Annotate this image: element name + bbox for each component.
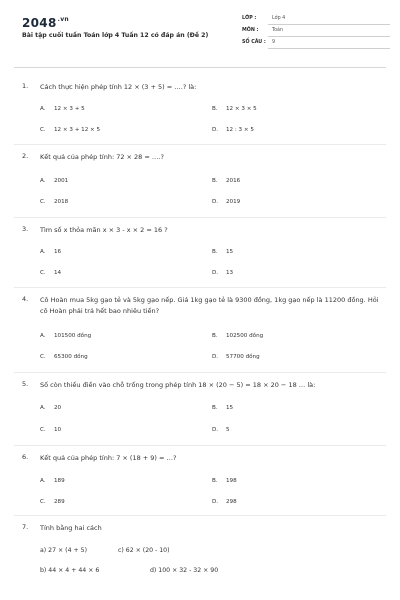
option-b[interactable] — [212, 178, 240, 184]
option-letter: D. — [212, 499, 219, 505]
option-b[interactable] — [212, 478, 237, 484]
option-letter: D. — [212, 199, 219, 205]
option-d[interactable] — [212, 499, 237, 505]
option-b[interactable] — [212, 249, 233, 255]
question-number: 7. — [22, 523, 29, 531]
option-letter: B. — [212, 478, 218, 484]
meta-key: SỐ CÂU : — [242, 40, 266, 45]
meta-key: MÔN : — [242, 28, 259, 33]
option-letter: A. — [40, 249, 46, 255]
option-text: 20 — [54, 405, 62, 411]
option-a[interactable] — [40, 405, 61, 411]
option-text: 2019 — [226, 199, 241, 205]
question-text: Cách thực hiện phép tính 12 × (3 + 5) = ….? là: — [40, 83, 197, 91]
meta-row-subject — [242, 26, 392, 38]
question-text: Số còn thiếu điền vào chỗ trống trong phép tính 18 × (20 − 5) = 18 × 20 − 18 … là: — [40, 381, 316, 389]
option-letter: B. — [212, 405, 218, 411]
worksheet-meta — [242, 14, 392, 50]
meta-underline — [268, 48, 390, 49]
option-letter: A. — [40, 405, 46, 411]
worksheet-header — [14, 12, 386, 62]
option-text: 13 — [226, 270, 234, 276]
meta-value: Toán — [272, 28, 284, 33]
question-number: 3. — [22, 225, 29, 233]
meta-value: Lớp 4 — [272, 16, 286, 21]
question-text: Tìm số x thỏa mãn x × 3 - x × 2 = 16 ? — [40, 226, 168, 234]
option-text: 57700 đồng — [226, 354, 260, 360]
question-number: 5. — [22, 380, 29, 388]
option-c[interactable] — [40, 127, 100, 133]
option-text: 2001 — [54, 178, 69, 184]
subitem-a: a) 27 × (4 + 5) — [40, 547, 87, 554]
subitem-b: b) 44 × 4 + 44 × 6 — [40, 567, 100, 574]
question-divider — [14, 144, 386, 145]
option-b[interactable] — [212, 333, 263, 339]
question-number: 6. — [22, 453, 29, 461]
option-letter: C. — [40, 270, 46, 276]
option-letter: C. — [40, 127, 46, 133]
option-c[interactable] — [40, 499, 65, 505]
meta-value: 9 — [272, 40, 276, 45]
meta-key: LỚP : — [242, 16, 257, 21]
option-letter: B. — [212, 249, 218, 255]
question-number: 2. — [22, 152, 29, 160]
option-text: 65300 đồng — [54, 354, 88, 360]
option-text: 5 — [226, 427, 230, 433]
meta-row-count — [242, 38, 392, 50]
meta-row-class — [242, 14, 392, 26]
option-d[interactable] — [212, 199, 240, 205]
meta-underline — [268, 24, 390, 25]
option-letter: D. — [212, 427, 219, 433]
logo-domain: .vn — [57, 16, 69, 23]
question-text: Kết quả của phép tính: 7 × (18 + 9) = …? — [40, 454, 177, 462]
option-text: 2016 — [226, 178, 241, 184]
option-letter: B. — [212, 333, 218, 339]
option-text: 101500 đồng — [54, 333, 92, 339]
option-text: 12 × 3 + 5 — [54, 106, 85, 112]
option-text: 289 — [54, 499, 65, 505]
option-a[interactable] — [40, 106, 85, 112]
question-divider — [14, 445, 386, 446]
option-letter: C. — [40, 199, 46, 205]
option-a[interactable] — [40, 333, 91, 339]
option-text: 12 : 3 × 5 — [226, 127, 254, 133]
option-text: 10 — [54, 427, 62, 433]
option-text: 189 — [54, 478, 65, 484]
option-letter: C. — [40, 427, 46, 433]
option-b[interactable] — [212, 106, 257, 112]
option-letter: B. — [212, 106, 218, 112]
option-d[interactable] — [212, 427, 230, 433]
option-a[interactable] — [40, 478, 65, 484]
header-divider — [14, 67, 386, 68]
option-d[interactable] — [212, 354, 260, 360]
worksheet-title: Bài tập cuối tuần Toán lớp 4 Tuần 12 có đáp án (Đề 2) — [22, 32, 209, 39]
option-text: 14 — [54, 270, 62, 276]
option-letter: B. — [212, 178, 218, 184]
option-letter: A. — [40, 178, 46, 184]
subitem-c: c) 62 × (20 - 10) — [118, 547, 170, 554]
option-text: 15 — [226, 405, 234, 411]
option-text: 12 × 3 × 5 — [226, 106, 257, 112]
option-letter: A. — [40, 333, 46, 339]
question-divider — [14, 217, 386, 218]
option-c[interactable] — [40, 354, 88, 360]
option-c[interactable] — [40, 427, 61, 433]
option-letter: C. — [40, 499, 46, 505]
option-letter: A. — [40, 106, 46, 112]
option-c[interactable] — [40, 199, 68, 205]
question-divider — [14, 515, 386, 516]
option-letter: D. — [212, 270, 219, 276]
option-d[interactable] — [212, 270, 233, 276]
option-text: 298 — [226, 499, 237, 505]
option-b[interactable] — [212, 405, 233, 411]
question-number: 4. — [22, 295, 29, 303]
question-divider — [14, 287, 386, 288]
option-c[interactable] — [40, 270, 61, 276]
subitem-d: d) 100 × 32 - 32 × 90 — [150, 567, 219, 574]
option-letter: D. — [212, 127, 219, 133]
option-letter: C. — [40, 354, 46, 360]
option-a[interactable] — [40, 178, 68, 184]
option-text: 198 — [226, 478, 237, 484]
option-d[interactable] — [212, 127, 254, 133]
option-text: 12 × 3 + 12 × 5 — [54, 127, 101, 133]
option-text: 102500 đồng — [226, 333, 264, 339]
option-text: 2018 — [54, 199, 69, 205]
logo-text: 2048 — [22, 16, 57, 30]
option-a[interactable] — [40, 249, 61, 255]
site-logo[interactable] — [22, 16, 69, 30]
question-text: Kết quả của phép tính: 72 × 28 = ….? — [40, 153, 164, 161]
meta-underline — [268, 36, 390, 37]
question-number: 1. — [22, 82, 29, 90]
question-text: Cô Hoàn mua 5kg gạo tẻ và 5kg gạo nếp. Giá 1kg gạo tẻ là 9300 đồng, 1kg gạo nếp là 11200 đồng. Hỏi cô Hoàn phải trả hết bao nhiêu tiền? — [40, 296, 379, 315]
option-letter: A. — [40, 478, 46, 484]
question-text: Tính bằng hai cách — [40, 524, 102, 532]
option-letter: D. — [212, 354, 219, 360]
option-text: 16 — [54, 249, 62, 255]
option-text: 15 — [226, 249, 234, 255]
question-divider — [14, 372, 386, 373]
